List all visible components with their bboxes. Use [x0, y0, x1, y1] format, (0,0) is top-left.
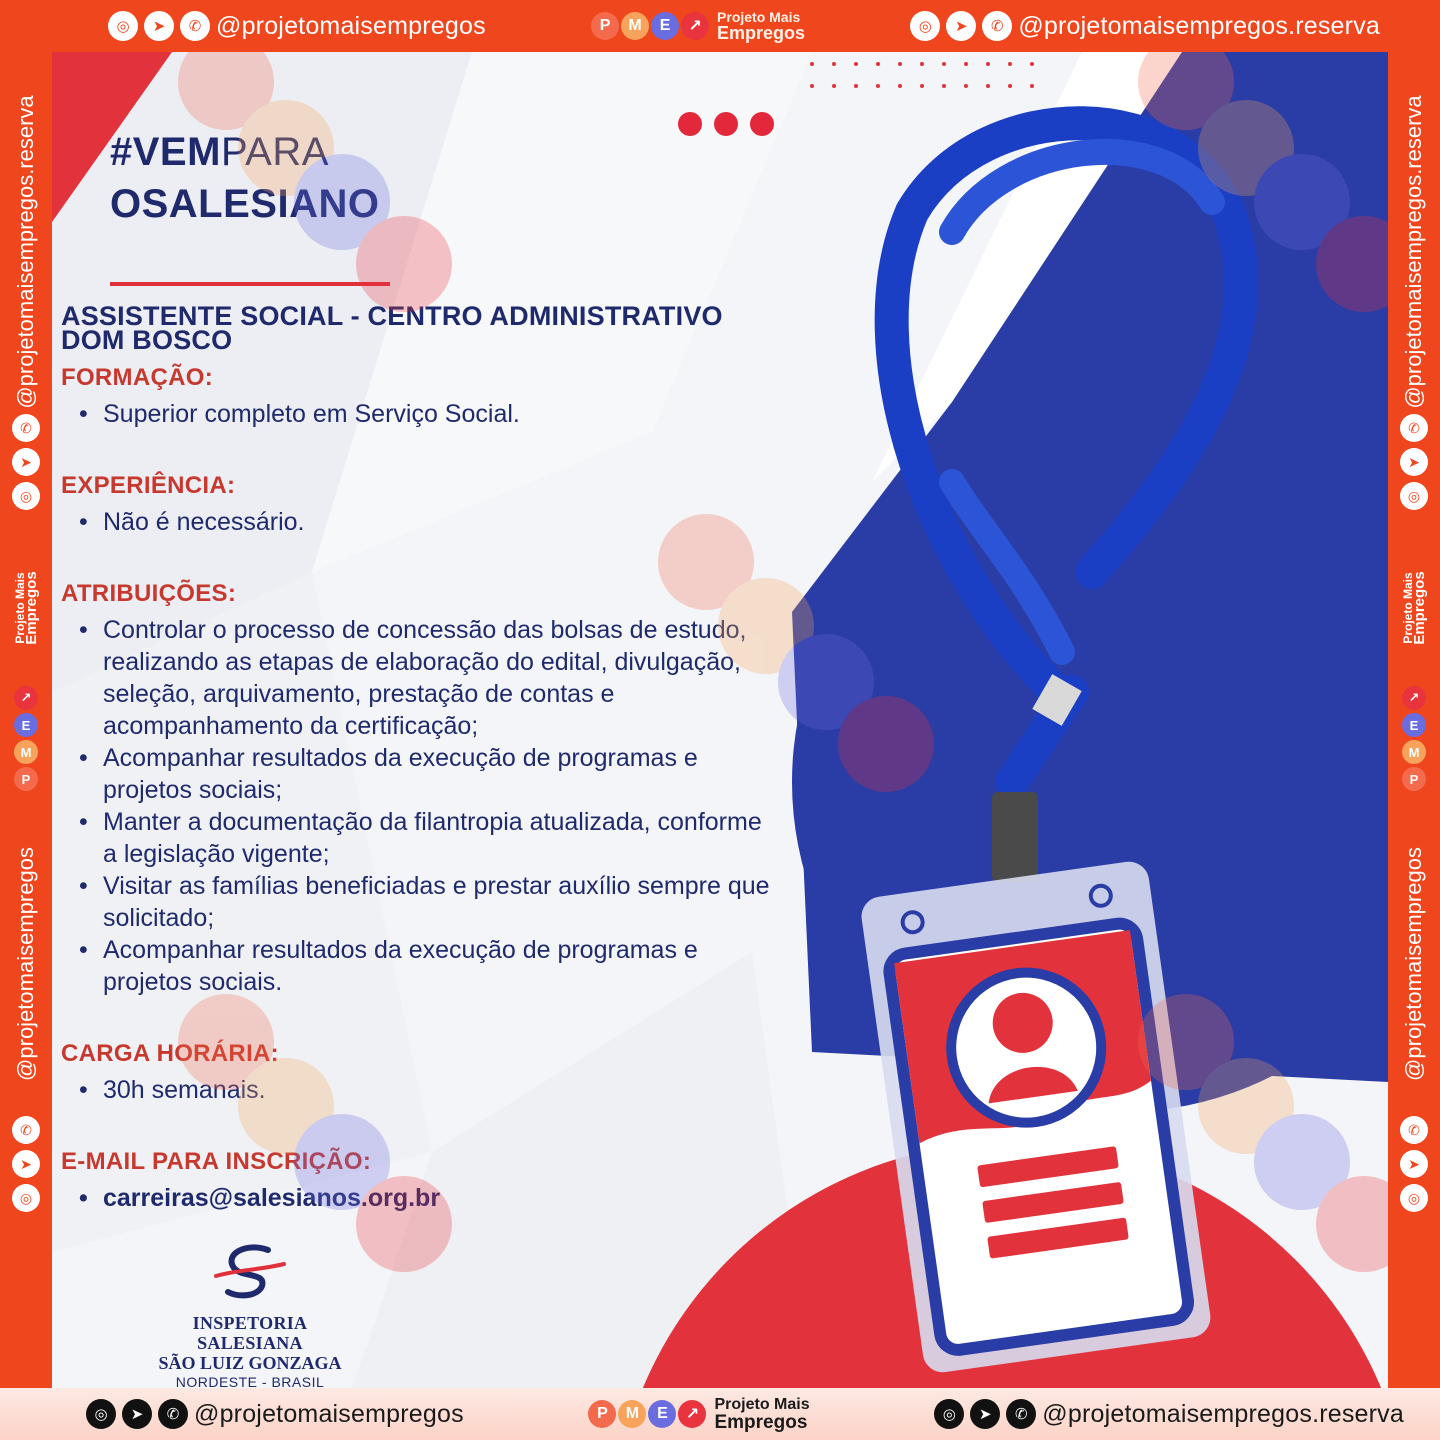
instagram-icon: ◎ [1400, 1184, 1428, 1212]
bottom-handle-reserva [934, 1399, 1404, 1429]
handle-text: @projetomaisempregos.reserva [1018, 11, 1380, 40]
organization-logo [140, 1242, 360, 1388]
brand-letter: M [1402, 740, 1426, 764]
pme-brand-logo [588, 1397, 809, 1432]
vertical-brand-caption [14, 571, 38, 644]
brand-letter: E [1402, 713, 1426, 737]
brand-caption-line2: Empregos [717, 23, 806, 43]
arrow-icon: ↗ [681, 12, 709, 40]
whatsapp-icon: ✆ [982, 11, 1012, 41]
whatsapp-icon: ✆ [12, 414, 40, 442]
arrow-icon: ↗ [14, 686, 38, 710]
brand-caption [714, 1397, 809, 1432]
vertical-pme-logo [14, 686, 38, 791]
hashtag-bold: #VEM [110, 130, 221, 174]
left-frame-bar [0, 52, 52, 1388]
instagram-icon: ◎ [1400, 482, 1428, 510]
instagram-icon: ◎ [910, 11, 940, 41]
brand-caption-line1: Projeto Mais [717, 9, 801, 25]
hashtag-line2: OSALESIANO [110, 182, 380, 226]
whatsapp-icon: ✆ [180, 11, 210, 41]
vertical-pme-logo [1402, 686, 1426, 791]
whatsapp-icon: ✆ [1400, 1116, 1428, 1144]
logo-line1: INSPETORIA SALESIANA [192, 1313, 308, 1353]
arrow-icon: ↗ [678, 1400, 706, 1428]
top-frame-bar [0, 0, 1440, 52]
brand-letter: P [591, 12, 619, 40]
instagram-icon: ◎ [12, 1184, 40, 1212]
section-heading-email: E-MAIL PARA INSCRIÇÃO: [61, 1148, 372, 1175]
application-email[interactable]: • carreiras@salesianos.org.br [61, 1182, 781, 1214]
job-title-line2: DOM BOSCO [61, 325, 233, 355]
list-item: • Superior completo em Serviço Social. [61, 398, 781, 430]
experiencia-list [61, 506, 781, 538]
logo-line2: SÃO LUIZ GONZAGA [158, 1353, 342, 1373]
vertical-handle-main: @projetomaisempregos [1401, 847, 1426, 1081]
telegram-icon: ➤ [12, 448, 40, 476]
brand-caption [717, 10, 805, 42]
logo-line3: NORDESTE - BRASIL [175, 1374, 325, 1388]
telegram-icon: ➤ [1400, 448, 1428, 476]
brand-caption-line1: Projeto Mais [1401, 572, 1415, 644]
section-heading-experiencia: EXPERIÊNCIA: [61, 472, 236, 499]
carga-list [61, 1074, 781, 1106]
telegram-icon: ➤ [144, 11, 174, 41]
brand-letter: P [14, 767, 38, 791]
vertical-social-icons [12, 1116, 40, 1212]
formacao-list [61, 398, 781, 430]
bottom-handle-main [86, 1399, 464, 1429]
section-heading-formacao: FORMAÇÃO: [61, 364, 214, 391]
vertical-handle-main: @projetomaisempregos [13, 847, 38, 1081]
top-handle-reserva [910, 11, 1380, 41]
brand-letter: P [588, 1400, 616, 1428]
list-item: • Acompanhar resultados da execução de programas e projetos sociais. [61, 934, 781, 998]
telegram-icon: ➤ [970, 1399, 1000, 1429]
vertical-brand-caption [1402, 571, 1426, 644]
email-list [61, 1182, 781, 1214]
telegram-icon: ➤ [12, 1150, 40, 1178]
list-item: • Controlar o processo de concessão das bolsas de estudo, realizando as etapas de elaboração do edital, divulgação, seleção, arquivamento, prestação de contas e acompanhamento da certificação; [61, 614, 781, 742]
hashtag-light: PARA [220, 130, 329, 174]
atribuicoes-list [61, 614, 781, 998]
telegram-icon: ➤ [946, 11, 976, 41]
job-title-line1: ASSISTENTE SOCIAL - CENTRO ADMINISTRATIVO [61, 301, 723, 331]
brand-letter: E [14, 713, 38, 737]
brand-letter: M [618, 1400, 646, 1428]
right-frame-bar [1388, 52, 1440, 1388]
whatsapp-icon: ✆ [1006, 1399, 1036, 1429]
instagram-icon: ◎ [86, 1399, 116, 1429]
handle-text: @projetomaisempregos [216, 11, 486, 40]
heading-divider [110, 282, 390, 286]
brand-caption-line1: Projeto Mais [714, 1395, 810, 1413]
vertical-handle-reserva: @projetomaisempregos.reserva [1401, 95, 1426, 409]
brand-caption-line1: Projeto Mais [13, 572, 27, 644]
arrow-icon: ↗ [1402, 686, 1426, 710]
job-details [61, 301, 781, 1214]
telegram-icon: ➤ [122, 1399, 152, 1429]
top-handle-main [108, 11, 486, 41]
whatsapp-icon: ✆ [1400, 414, 1428, 442]
hashtag-heading [110, 126, 379, 230]
whatsapp-icon: ✆ [12, 1116, 40, 1144]
brand-caption-line2: Empregos [23, 571, 40, 645]
handle-text: @projetomaisempregos [194, 1399, 464, 1428]
section-heading-carga-horaria: CARGA HORÁRIA: [61, 1040, 279, 1067]
brand-letter: E [651, 12, 679, 40]
vertical-handle-reserva: @projetomaisempregos.reserva [13, 95, 38, 409]
brand-letter: E [648, 1400, 676, 1428]
instagram-icon: ◎ [934, 1399, 964, 1429]
vertical-social-icons [1400, 1116, 1428, 1212]
vertical-social-icons [12, 414, 40, 510]
telegram-icon: ➤ [1400, 1150, 1428, 1178]
section-heading-atribuicoes: ATRIBUIÇÕES: [61, 580, 237, 607]
list-item: • Manter a documentação da filantropia atualizada, conforme a legislação vigente; [61, 806, 781, 870]
brand-letter: M [14, 740, 38, 764]
brand-caption-line2: Empregos [1411, 571, 1428, 645]
whatsapp-icon: ✆ [158, 1399, 188, 1429]
list-item: • Não é necessário. [61, 506, 781, 538]
salesian-emblem-icon [212, 1242, 288, 1302]
decorative-dots [678, 112, 774, 136]
bottom-frame-bar [0, 1388, 1440, 1440]
list-item: • Acompanhar resultados da execução de programas e projetos sociais; [61, 742, 781, 806]
job-poster [52, 52, 1388, 1388]
instagram-icon: ◎ [12, 482, 40, 510]
brand-caption-line2: Empregos [714, 1411, 808, 1433]
instagram-icon: ◎ [108, 11, 138, 41]
list-item: • 30h semanais. [61, 1074, 781, 1106]
handle-text: @projetomaisempregos.reserva [1042, 1399, 1404, 1428]
list-item: • Visitar as famílias beneficiadas e prestar auxílio sempre que solicitado; [61, 870, 781, 934]
job-title [61, 301, 781, 355]
brand-letter: M [621, 12, 649, 40]
pme-brand-logo [591, 10, 805, 42]
vertical-social-icons [1400, 414, 1428, 510]
brand-letter: P [1402, 767, 1426, 791]
